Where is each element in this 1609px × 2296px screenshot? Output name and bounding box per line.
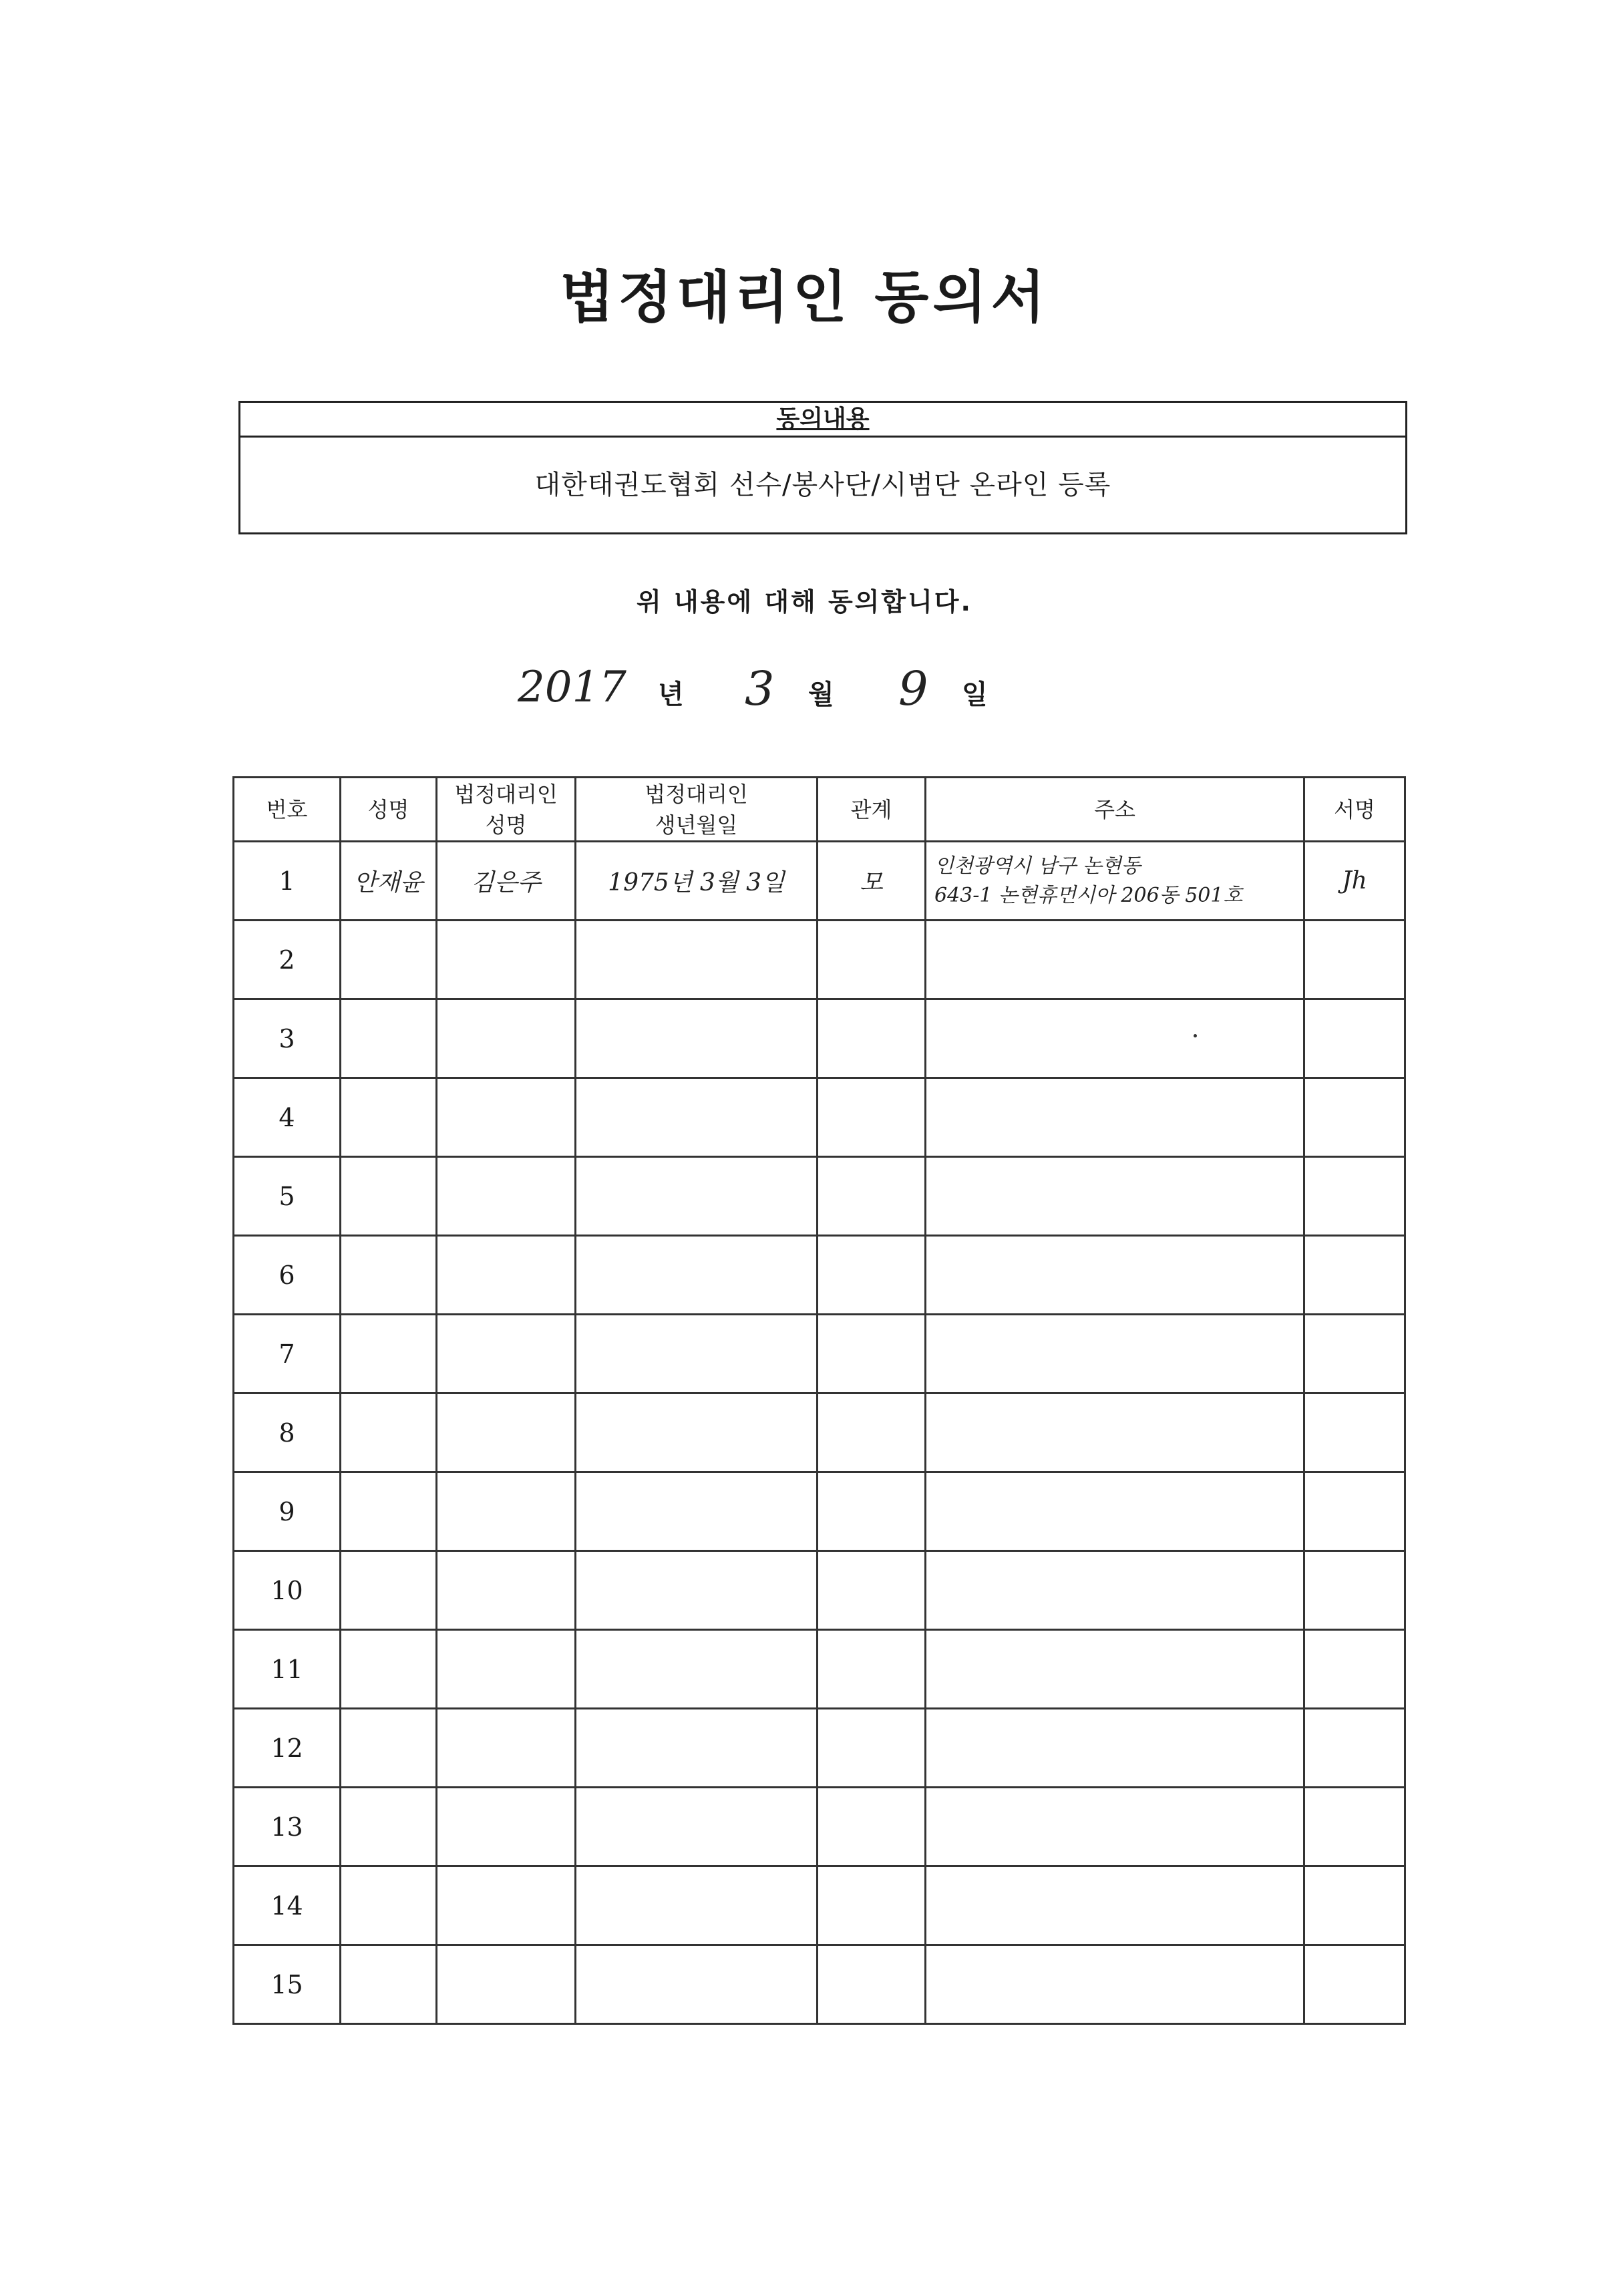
row-rep-name[interactable] bbox=[437, 1157, 576, 1236]
row-address[interactable] bbox=[926, 1788, 1304, 1866]
header-no: 번호 bbox=[234, 778, 341, 842]
row-no: 3 bbox=[234, 999, 341, 1078]
row-relation[interactable] bbox=[818, 1945, 926, 2024]
row-name[interactable] bbox=[341, 1630, 437, 1709]
row-rep-birth[interactable] bbox=[576, 1078, 818, 1157]
header-name: 성명 bbox=[341, 778, 437, 842]
document-title: 법정대리인 동의서 bbox=[560, 265, 1049, 330]
row-rep-birth[interactable] bbox=[576, 1157, 818, 1236]
row-relation[interactable] bbox=[818, 1866, 926, 1945]
row-name[interactable] bbox=[341, 1393, 437, 1472]
row-address[interactable] bbox=[926, 999, 1304, 1078]
row-rep-name[interactable]: 김은주 bbox=[437, 842, 576, 921]
header-rep-birth-line1: 법정대리인 bbox=[645, 781, 748, 807]
table-row bbox=[234, 921, 1405, 999]
row-rep-birth[interactable] bbox=[576, 1472, 818, 1551]
row-name[interactable] bbox=[341, 1157, 437, 1236]
table-row bbox=[234, 842, 1405, 921]
representative-table bbox=[232, 776, 1406, 2025]
row-rep-name[interactable] bbox=[437, 1630, 576, 1709]
row-name[interactable] bbox=[341, 1945, 437, 2024]
row-rep-birth[interactable] bbox=[576, 1236, 818, 1315]
row-rep-name[interactable] bbox=[437, 1945, 576, 2024]
row-rep-birth[interactable] bbox=[576, 1630, 818, 1709]
table-row bbox=[234, 1472, 1405, 1551]
row-signature[interactable] bbox=[1304, 1472, 1405, 1551]
row-relation[interactable] bbox=[818, 1315, 926, 1393]
row-no: 5 bbox=[234, 1157, 341, 1236]
row-name[interactable] bbox=[341, 921, 437, 999]
header-rep-birth-line2: 생년월일 bbox=[655, 812, 738, 838]
row-rep-birth[interactable]: 1975년 3월 3일 bbox=[576, 842, 818, 921]
row-signature[interactable] bbox=[1304, 1945, 1405, 2024]
row-relation[interactable] bbox=[818, 1472, 926, 1551]
row-rep-birth[interactable] bbox=[576, 1945, 818, 2024]
row-address-line2: 643-1 논현휴먼시아 206동 501호 bbox=[934, 883, 1243, 907]
row-rep-birth[interactable] bbox=[576, 1393, 818, 1472]
row-name[interactable] bbox=[341, 999, 437, 1078]
row-name[interactable] bbox=[341, 1866, 437, 1945]
row-rep-birth[interactable] bbox=[576, 1709, 818, 1788]
row-address[interactable] bbox=[926, 1866, 1304, 1945]
row-no: 8 bbox=[234, 1393, 341, 1472]
row-signature[interactable] bbox=[1304, 1788, 1405, 1866]
date-month[interactable]: 3 bbox=[745, 661, 775, 716]
row-signature[interactable] bbox=[1304, 1866, 1405, 1945]
table-row bbox=[234, 1551, 1405, 1630]
consent-header: 동의내용 bbox=[240, 403, 1405, 438]
row-address[interactable] bbox=[926, 1551, 1304, 1630]
row-address-line1: 인천광역시 남구 논현동 bbox=[934, 854, 1141, 878]
row-relation[interactable] bbox=[818, 1709, 926, 1788]
row-relation[interactable] bbox=[818, 1788, 926, 1866]
date-month-label: 월 bbox=[808, 679, 834, 710]
row-rep-birth[interactable] bbox=[576, 1315, 818, 1393]
row-no: 10 bbox=[234, 1551, 341, 1630]
consent-box bbox=[238, 401, 1407, 534]
row-relation[interactable] bbox=[818, 1157, 926, 1236]
consent-body: 대한태권도협회 선수/봉사단/시범단 온라인 등록 bbox=[534, 470, 1111, 500]
header-rep-name-line1: 법정대리인 bbox=[454, 781, 558, 807]
table-row bbox=[234, 1945, 1405, 2024]
row-address[interactable] bbox=[926, 1630, 1304, 1709]
date-day-label: 일 bbox=[962, 679, 988, 710]
row-no: 9 bbox=[234, 1472, 341, 1551]
row-rep-name[interactable] bbox=[437, 921, 576, 999]
header-address: 주소 bbox=[926, 778, 1304, 842]
row-rep-name[interactable] bbox=[437, 1709, 576, 1788]
row-relation[interactable]: 모 bbox=[818, 842, 926, 921]
row-rep-name[interactable] bbox=[437, 999, 576, 1078]
row-no: 11 bbox=[234, 1630, 341, 1709]
row-name[interactable] bbox=[341, 1236, 437, 1315]
row-name[interactable] bbox=[341, 1788, 437, 1866]
row-rep-name[interactable] bbox=[437, 1866, 576, 1945]
row-signature[interactable] bbox=[1304, 1078, 1405, 1157]
row-no: 2 bbox=[234, 921, 341, 999]
row-rep-name[interactable] bbox=[437, 1472, 576, 1551]
row-name[interactable] bbox=[341, 1315, 437, 1393]
row-name[interactable]: 안재윤 bbox=[341, 842, 437, 921]
header-rep-name-line2: 성명 bbox=[485, 812, 527, 838]
row-address[interactable] bbox=[926, 1472, 1304, 1551]
row-rep-name[interactable] bbox=[437, 1315, 576, 1393]
agree-statement: 위 내용에 대해 동의합니다. bbox=[637, 587, 972, 617]
table-row bbox=[234, 1393, 1405, 1472]
row-address[interactable] bbox=[926, 1393, 1304, 1472]
row-signature[interactable] bbox=[1304, 999, 1405, 1078]
row-name[interactable] bbox=[341, 1472, 437, 1551]
row-name[interactable] bbox=[341, 1078, 437, 1157]
row-signature[interactable] bbox=[1304, 1236, 1405, 1315]
row-no: 7 bbox=[234, 1315, 341, 1393]
row-name[interactable] bbox=[341, 1551, 437, 1630]
row-rep-birth[interactable] bbox=[576, 1551, 818, 1630]
row-relation[interactable] bbox=[818, 1551, 926, 1630]
row-relation[interactable] bbox=[818, 921, 926, 999]
row-rep-birth[interactable] bbox=[576, 1788, 818, 1866]
row-rep-name[interactable] bbox=[437, 1078, 576, 1157]
row-signature[interactable]: Jh bbox=[1304, 842, 1405, 921]
row-signature[interactable] bbox=[1304, 921, 1405, 999]
row-name[interactable] bbox=[341, 1709, 437, 1788]
row-address[interactable] bbox=[926, 1945, 1304, 2024]
row-no: 13 bbox=[234, 1788, 341, 1866]
row-address[interactable] bbox=[926, 842, 1304, 921]
row-relation[interactable] bbox=[818, 1078, 926, 1157]
row-no: 14 bbox=[234, 1866, 341, 1945]
row-address[interactable] bbox=[926, 1236, 1304, 1315]
header-rep-name bbox=[437, 778, 576, 842]
row-rep-name[interactable] bbox=[437, 1551, 576, 1630]
header-rep-birth bbox=[576, 778, 818, 842]
table-row bbox=[234, 1788, 1405, 1866]
table-row bbox=[234, 1157, 1405, 1236]
row-rep-birth[interactable] bbox=[576, 999, 818, 1078]
table-header-row bbox=[234, 778, 1405, 842]
row-rep-name[interactable] bbox=[437, 1788, 576, 1866]
row-address[interactable] bbox=[926, 1157, 1304, 1236]
table-row bbox=[234, 1315, 1405, 1393]
row-signature[interactable] bbox=[1304, 1393, 1405, 1472]
table-row bbox=[234, 1078, 1405, 1157]
row-address[interactable] bbox=[926, 921, 1304, 999]
header-relation: 관계 bbox=[818, 778, 926, 842]
row-signature[interactable] bbox=[1304, 1630, 1405, 1709]
row-address[interactable] bbox=[926, 1709, 1304, 1788]
row-relation[interactable] bbox=[818, 1236, 926, 1315]
row-address[interactable] bbox=[926, 1315, 1304, 1393]
table-row bbox=[234, 1630, 1405, 1709]
row-address[interactable] bbox=[926, 1078, 1304, 1157]
row-signature[interactable] bbox=[1304, 1709, 1405, 1788]
date-year[interactable]: 2017 bbox=[518, 663, 627, 712]
table-row bbox=[234, 999, 1405, 1078]
table-row bbox=[234, 1236, 1405, 1315]
date-year-label: 년 bbox=[658, 679, 684, 710]
row-relation[interactable] bbox=[818, 1393, 926, 1472]
row-signature[interactable] bbox=[1304, 1551, 1405, 1630]
row-no: 4 bbox=[234, 1078, 341, 1157]
stray-mark bbox=[1194, 1034, 1197, 1037]
date-day[interactable]: 9 bbox=[898, 661, 928, 716]
row-no: 6 bbox=[234, 1236, 341, 1315]
row-relation[interactable] bbox=[818, 1630, 926, 1709]
table-row bbox=[234, 1709, 1405, 1788]
row-relation[interactable] bbox=[818, 999, 926, 1078]
row-rep-birth[interactable] bbox=[576, 1866, 818, 1945]
row-rep-name[interactable] bbox=[437, 1393, 576, 1472]
header-signature: 서명 bbox=[1304, 778, 1405, 842]
row-rep-birth[interactable] bbox=[576, 921, 818, 999]
row-signature[interactable] bbox=[1304, 1315, 1405, 1393]
table-row bbox=[234, 1866, 1405, 1945]
row-rep-name[interactable] bbox=[437, 1236, 576, 1315]
row-no: 15 bbox=[234, 1945, 341, 2024]
row-no: 1 bbox=[234, 842, 341, 921]
row-no: 12 bbox=[234, 1709, 341, 1788]
row-signature[interactable] bbox=[1304, 1157, 1405, 1236]
